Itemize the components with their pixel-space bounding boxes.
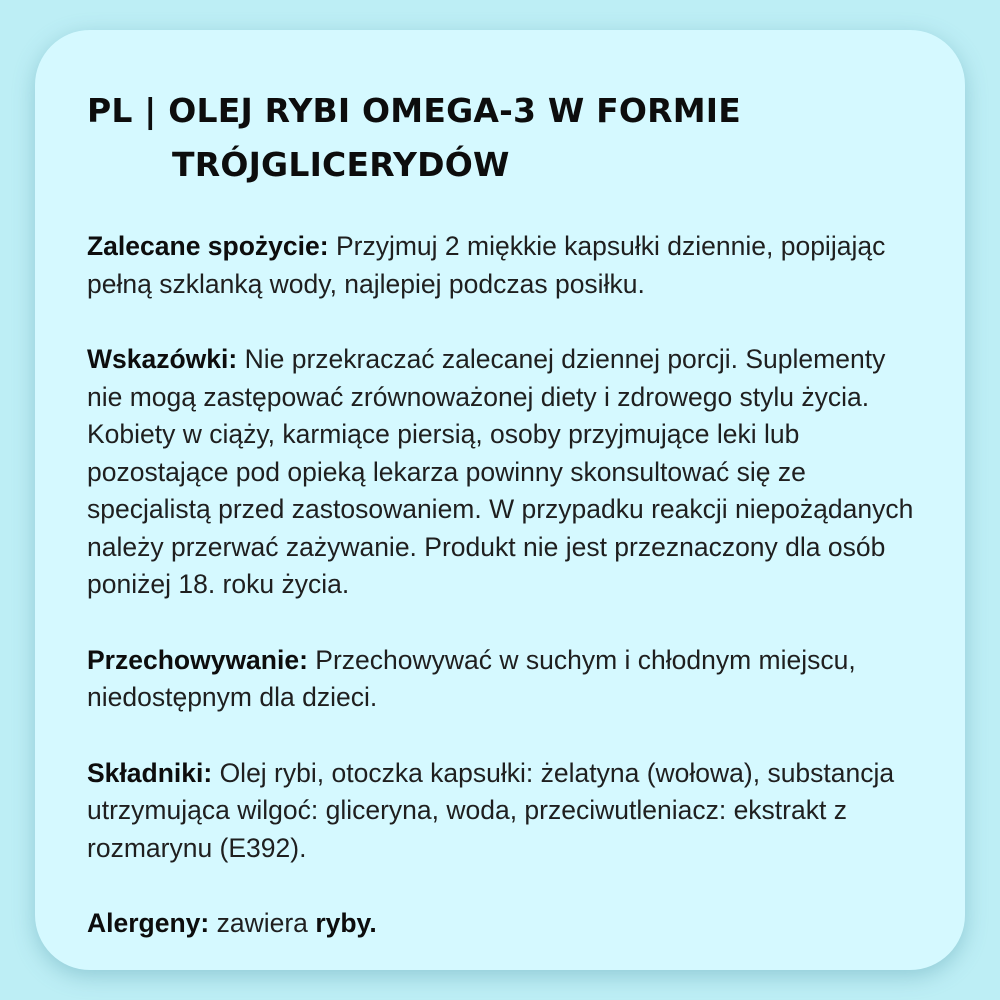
section-recommended-intake: [87, 228, 925, 303]
section-text: Olej rybi, otoczka kapsułki: żelatyna (wołowa), substancja utrzymująca wilgoć: gliceryna, woda, przeciwutleniacz: ekstrakt z rozmarynu (E392).: [87, 757, 895, 863]
product-title: [87, 84, 925, 192]
section-label: Alergeny:: [87, 908, 210, 938]
section-ingredients: [87, 755, 925, 868]
section-text: Przechowywać w suchym i chłodnym miejscu, niedostępnym dla dzieci.: [87, 644, 856, 712]
section-text: zawiera: [216, 908, 308, 938]
section-label: Zalecane spożycie:: [87, 231, 329, 261]
section-text: Przyjmuj 2 miękkie kapsułki dziennie, popijając pełną szklanką wody, najlepiej podczas posiłku.: [87, 231, 886, 299]
info-card: [35, 30, 965, 970]
section-storage: [87, 642, 925, 717]
section-text: Nie przekraczać zalecanej dziennej porcji. Suplementy nie mogą zastępować zrównoważonej diety i zdrowego stylu życia. Kobiety w ciąży, karmiące piersią, osoby przyjmujące leki lub pozostające pod opieką lekarza powinny skonsultować się ze specjalistą przed zastosowaniem. W przypadku reakcji niepożądanych należy przerwać zażywanie. Produkt nie jest przeznaczony dla osób poniżej 18. roku życia.: [87, 344, 914, 599]
section-label: Składniki:: [87, 757, 213, 788]
title-line-1: PL | OLEJ RYBI OMEGA-3 W FORMIE: [87, 91, 742, 130]
section-warnings: [87, 341, 925, 604]
section-label: Przechowywanie:: [87, 644, 308, 675]
section-allergens: [87, 905, 925, 943]
title-line-2: TRÓJGLICERYDÓW: [172, 145, 510, 184]
allergen-emphasis: ryby.: [315, 908, 377, 938]
section-label: Wskazówki:: [87, 344, 238, 374]
